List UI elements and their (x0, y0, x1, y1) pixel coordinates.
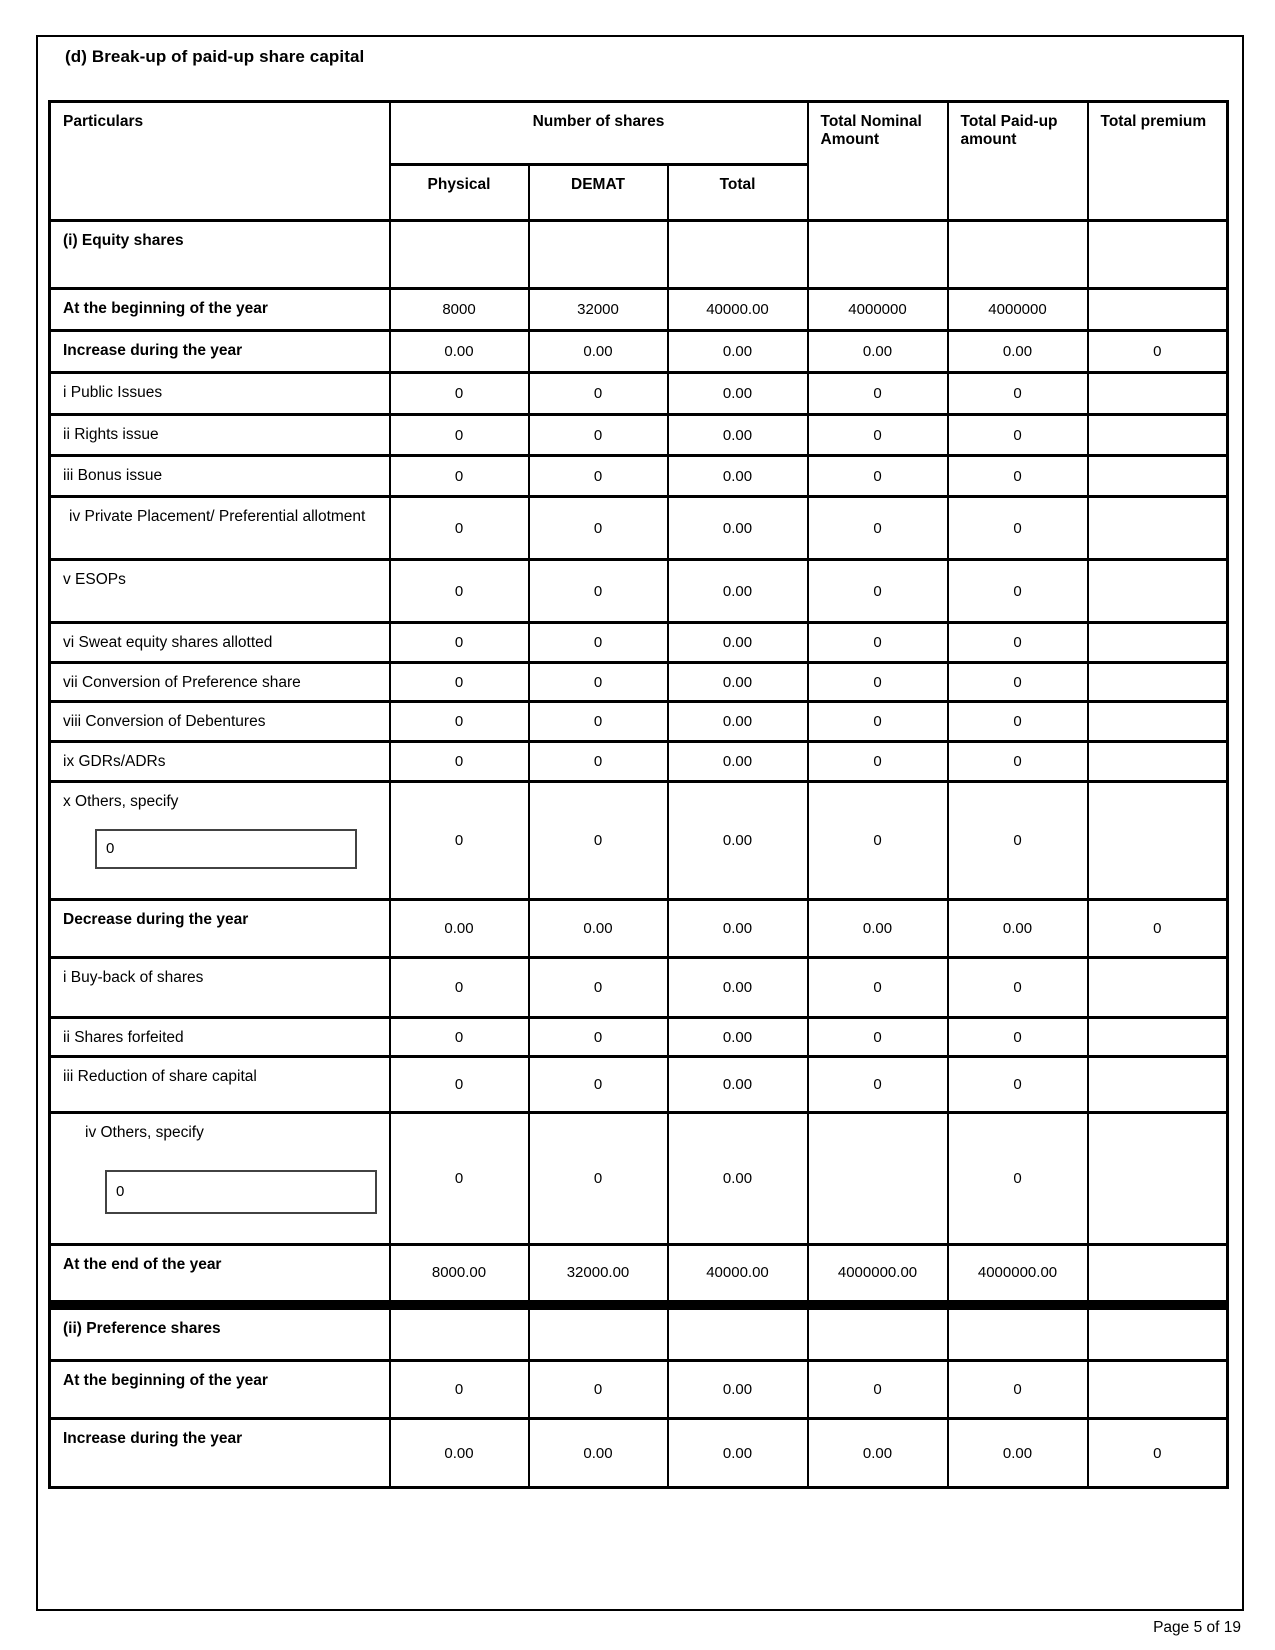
cell-premium (1088, 497, 1228, 560)
section-box (36, 35, 1244, 1611)
cell-nominal-amount: 0 (808, 373, 948, 415)
cell-premium (1088, 623, 1228, 663)
row-label: At the beginning of the year (50, 289, 390, 331)
decrease-others-specify-value: 0 (116, 1182, 125, 1200)
cell-nominal-amount: 0 (808, 1361, 948, 1419)
cell-demat: 0 (529, 456, 668, 497)
cell-demat: 0.00 (529, 1419, 668, 1488)
cell-physical: 0 (390, 1361, 529, 1419)
cell-physical (390, 1305, 529, 1361)
col-header-total-paidup: Total Paid-up amount (948, 102, 1088, 221)
cell-paidup-amount: 0 (948, 415, 1088, 456)
cell-paidup-amount (948, 1305, 1088, 1361)
cell-physical: 0 (390, 415, 529, 456)
row-increase-others-specify (50, 782, 1228, 900)
cell-paidup-amount: 0.00 (948, 1419, 1088, 1488)
cell-paidup-amount: 0 (948, 373, 1088, 415)
cell-total-shares: 0.00 (668, 900, 808, 958)
cell-premium (1088, 742, 1228, 782)
cell-demat (529, 221, 668, 289)
cell-premium (1088, 1113, 1228, 1245)
cell-total-shares: 0.00 (668, 373, 808, 415)
cell-physical: 0 (390, 1018, 529, 1057)
cell-physical: 0 (390, 623, 529, 663)
cell-paidup-amount: 0 (948, 456, 1088, 497)
row-preference-shares-section (50, 1305, 1228, 1361)
cell-total-shares: 0.00 (668, 623, 808, 663)
cell-physical: 0 (390, 497, 529, 560)
row-public-issues (50, 373, 1228, 415)
increase-others-specify-input[interactable] (95, 829, 357, 869)
cell-nominal-amount: 0 (808, 742, 948, 782)
row-label: vi Sweat equity shares allotted (50, 623, 390, 663)
cell-premium (1088, 289, 1228, 331)
cell-physical: 0 (390, 373, 529, 415)
row-label: ii Shares forfeited (50, 1018, 390, 1057)
cell-total-shares: 40000.00 (668, 289, 808, 331)
increase-others-specify-value: 0 (106, 839, 115, 857)
cell-paidup-amount: 0 (948, 663, 1088, 702)
row-buy-back (50, 958, 1228, 1018)
cell-physical: 0 (390, 702, 529, 742)
row-label: x Others, specify (63, 793, 179, 810)
cell-premium: 0 (1088, 900, 1228, 958)
cell-demat: 0 (529, 782, 668, 900)
cell-total-shares: 0.00 (668, 742, 808, 782)
cell-physical: 0 (390, 663, 529, 702)
row-shares-forfeited (50, 1018, 1228, 1057)
row-label: vii Conversion of Preference share (50, 663, 390, 702)
row-label-with-input (50, 782, 390, 900)
row-label: iii Reduction of share capital (50, 1057, 390, 1113)
cell-paidup-amount: 4000000.00 (948, 1245, 1088, 1305)
cell-physical: 0 (390, 1113, 529, 1245)
row-equity-beginning-of-year (50, 289, 1228, 331)
cell-physical: 0 (390, 456, 529, 497)
cell-premium (1088, 782, 1228, 900)
cell-nominal-amount: 0 (808, 958, 948, 1018)
cell-paidup-amount: 0 (948, 782, 1088, 900)
cell-physical: 0.00 (390, 1419, 529, 1488)
row-label: iv Others, specify (85, 1124, 204, 1141)
cell-premium (1088, 1018, 1228, 1057)
cell-nominal-amount: 0 (808, 782, 948, 900)
cell-physical: 0.00 (390, 331, 529, 373)
cell-premium (1088, 373, 1228, 415)
cell-nominal-amount: 0 (808, 560, 948, 623)
share-capital-table (48, 100, 1229, 1489)
cell-physical: 0 (390, 742, 529, 782)
cell-total-shares: 0.00 (668, 415, 808, 456)
cell-physical: 0 (390, 958, 529, 1018)
row-gdrs-adrs (50, 742, 1228, 782)
cell-physical: 0 (390, 782, 529, 900)
cell-demat: 32000 (529, 289, 668, 331)
cell-nominal-amount: 0 (808, 415, 948, 456)
cell-paidup-amount: 0 (948, 1018, 1088, 1057)
cell-premium (1088, 456, 1228, 497)
cell-premium (1088, 663, 1228, 702)
cell-nominal-amount: 0 (808, 702, 948, 742)
row-preference-increase (50, 1419, 1228, 1488)
cell-paidup-amount: 0 (948, 742, 1088, 782)
col-header-total-nominal: Total Nominal Amount (808, 102, 948, 221)
cell-total-shares: 0.00 (668, 782, 808, 900)
cell-total-shares: 0.00 (668, 1361, 808, 1419)
cell-demat: 0 (529, 415, 668, 456)
col-header-particulars: Particulars (50, 102, 390, 221)
cell-nominal-amount: 0 (808, 456, 948, 497)
cell-nominal-amount: 4000000 (808, 289, 948, 331)
cell-paidup-amount: 0.00 (948, 900, 1088, 958)
col-header-total-premium: Total premium (1088, 102, 1228, 221)
cell-premium (1088, 958, 1228, 1018)
cell-premium (1088, 560, 1228, 623)
cell-physical: 8000.00 (390, 1245, 529, 1305)
cell-nominal-amount: 4000000.00 (808, 1245, 948, 1305)
cell-premium: 0 (1088, 331, 1228, 373)
row-conversion-debentures (50, 702, 1228, 742)
cell-premium (1088, 1305, 1228, 1361)
cell-premium (1088, 1361, 1228, 1419)
cell-demat: 0 (529, 560, 668, 623)
row-label: iv Private Placement/ Preferential allotment (50, 497, 390, 560)
col-header-total: Total (668, 165, 808, 221)
row-private-placement (50, 497, 1228, 560)
col-header-number-of-shares: Number of shares (390, 102, 808, 165)
cell-paidup-amount: 0 (948, 1057, 1088, 1113)
row-label: Decrease during the year (50, 900, 390, 958)
cell-premium (1088, 415, 1228, 456)
cell-demat: 0 (529, 663, 668, 702)
cell-nominal-amount: 0.00 (808, 900, 948, 958)
cell-nominal-amount: 0 (808, 663, 948, 702)
row-label: At the beginning of the year (50, 1361, 390, 1419)
cell-premium (1088, 702, 1228, 742)
cell-paidup-amount: 0 (948, 623, 1088, 663)
section-title: (d) Break-up of paid-up share capital (65, 47, 365, 66)
cell-total-shares: 0.00 (668, 456, 808, 497)
cell-paidup-amount: 0 (948, 1361, 1088, 1419)
cell-physical: 8000 (390, 289, 529, 331)
col-header-demat: DEMAT (529, 165, 668, 221)
cell-paidup-amount: 0 (948, 497, 1088, 560)
cell-nominal-amount (808, 1305, 948, 1361)
cell-paidup-amount: 0 (948, 560, 1088, 623)
row-bonus-issue (50, 456, 1228, 497)
cell-demat: 0 (529, 623, 668, 663)
cell-total-shares: 0.00 (668, 497, 808, 560)
row-equity-increase (50, 331, 1228, 373)
row-esops (50, 560, 1228, 623)
cell-total-shares: 0.00 (668, 1113, 808, 1245)
cell-premium (1088, 221, 1228, 289)
row-reduction-share-capital (50, 1057, 1228, 1113)
row-rights-issue (50, 415, 1228, 456)
cell-nominal-amount: 0 (808, 1018, 948, 1057)
row-label: ii Rights issue (50, 415, 390, 456)
cell-total-shares: 0.00 (668, 1018, 808, 1057)
cell-nominal-amount: 0.00 (808, 1419, 948, 1488)
cell-demat: 0 (529, 373, 668, 415)
row-label: iii Bonus issue (50, 456, 390, 497)
cell-demat: 0 (529, 1018, 668, 1057)
cell-demat: 0.00 (529, 331, 668, 373)
cell-total-shares (668, 1305, 808, 1361)
cell-paidup-amount: 0.00 (948, 331, 1088, 373)
row-label: ix GDRs/ADRs (50, 742, 390, 782)
cell-demat: 0.00 (529, 900, 668, 958)
row-label-with-input (50, 1113, 390, 1245)
cell-nominal-amount: 0 (808, 623, 948, 663)
cell-paidup-amount: 0 (948, 702, 1088, 742)
cell-demat: 0 (529, 742, 668, 782)
row-equity-decrease (50, 900, 1228, 958)
row-label: viii Conversion of Debentures (50, 702, 390, 742)
row-preference-beginning-of-year (50, 1361, 1228, 1419)
cell-demat: 0 (529, 702, 668, 742)
cell-nominal-amount (808, 221, 948, 289)
cell-physical: 0 (390, 560, 529, 623)
page-number: Page 5 of 19 (1153, 1619, 1241, 1636)
row-label: i Buy-back of shares (50, 958, 390, 1018)
row-label: (ii) Preference shares (50, 1305, 390, 1361)
cell-physical (390, 221, 529, 289)
decrease-others-specify-input[interactable] (105, 1170, 377, 1214)
cell-paidup-amount (948, 221, 1088, 289)
cell-physical: 0.00 (390, 900, 529, 958)
row-label: v ESOPs (50, 560, 390, 623)
cell-nominal-amount: 0 (808, 497, 948, 560)
cell-total-shares: 0.00 (668, 1419, 808, 1488)
row-sweat-equity (50, 623, 1228, 663)
header-row-1 (50, 102, 1228, 165)
cell-demat: 32000.00 (529, 1245, 668, 1305)
cell-nominal-amount: 0 (808, 1057, 948, 1113)
cell-nominal-amount (808, 1113, 948, 1245)
row-equity-end-of-year (50, 1245, 1228, 1305)
cell-demat (529, 1305, 668, 1361)
cell-nominal-amount: 0.00 (808, 331, 948, 373)
cell-total-shares: 0.00 (668, 663, 808, 702)
row-conversion-preference (50, 663, 1228, 702)
cell-demat: 0 (529, 1113, 668, 1245)
cell-paidup-amount: 0 (948, 1113, 1088, 1245)
cell-demat: 0 (529, 1361, 668, 1419)
cell-demat: 0 (529, 958, 668, 1018)
row-label: i Public Issues (50, 373, 390, 415)
cell-total-shares: 0.00 (668, 958, 808, 1018)
cell-demat: 0 (529, 1057, 668, 1113)
cell-demat: 0 (529, 497, 668, 560)
row-label: Increase during the year (50, 331, 390, 373)
row-label: At the end of the year (50, 1245, 390, 1305)
cell-premium (1088, 1245, 1228, 1305)
cell-premium: 0 (1088, 1419, 1228, 1488)
cell-total-shares: 0.00 (668, 560, 808, 623)
cell-total-shares: 0.00 (668, 1057, 808, 1113)
row-decrease-others-specify (50, 1113, 1228, 1245)
cell-total-shares: 40000.00 (668, 1245, 808, 1305)
row-equity-shares-section (50, 221, 1228, 289)
col-header-physical: Physical (390, 165, 529, 221)
cell-total-shares (668, 221, 808, 289)
row-label: (i) Equity shares (50, 221, 390, 289)
cell-total-shares: 0.00 (668, 702, 808, 742)
row-label: Increase during the year (50, 1419, 390, 1488)
cell-premium (1088, 1057, 1228, 1113)
cell-physical: 0 (390, 1057, 529, 1113)
cell-paidup-amount: 4000000 (948, 289, 1088, 331)
cell-total-shares: 0.00 (668, 331, 808, 373)
cell-paidup-amount: 0 (948, 958, 1088, 1018)
